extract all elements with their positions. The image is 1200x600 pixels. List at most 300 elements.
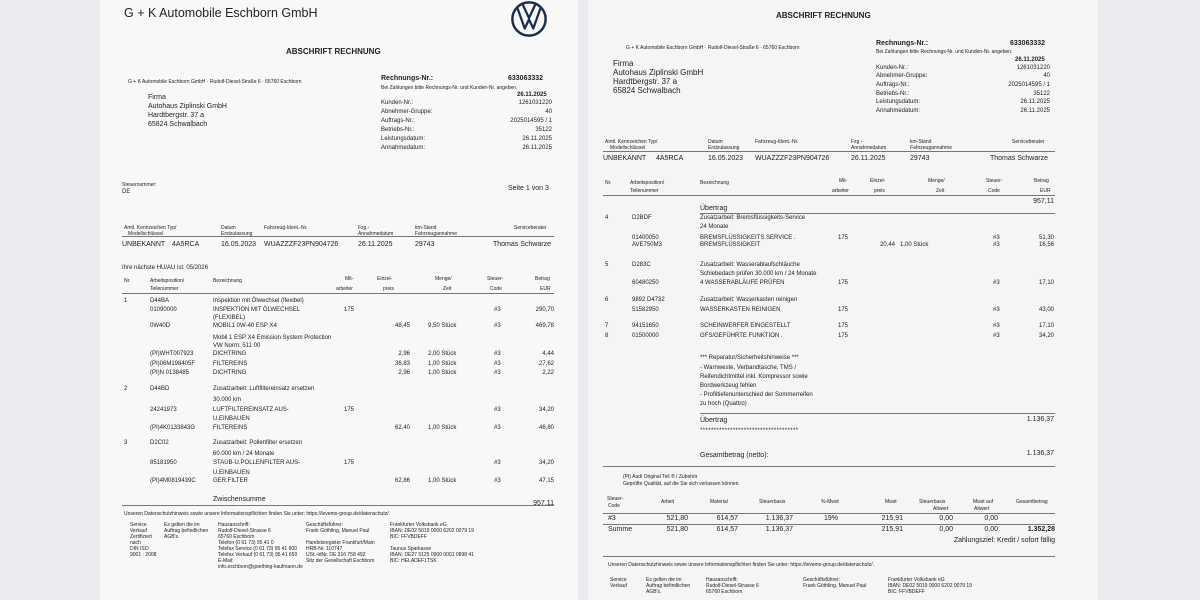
total-value: 1.136,37 — [1026, 450, 1054, 457]
items-header-label: Mit- — [839, 178, 848, 184]
row-description: Zusatzarbeit: Pollenfilter ersetzen — [213, 440, 303, 446]
subtotal-label: Zwischensumme — [213, 496, 266, 503]
items-header-label: Arbeitsposition/ — [630, 180, 665, 186]
row-nr: 7 — [605, 323, 609, 329]
vw-logo-icon — [510, 0, 548, 38]
carry-out-label: Übertrag — [700, 417, 728, 424]
row-nr: 1 — [124, 298, 128, 304]
items-header-label: Zeit — [443, 286, 452, 292]
row-part-no: (PI)N 0138485 — [150, 370, 190, 376]
items-header-label: Betrag — [535, 276, 550, 282]
footer-line: Handelsregister Frankfurt/Main — [306, 540, 375, 546]
row-amount: 34,20 — [538, 407, 554, 413]
footer-line: Auftrag befindlichen — [646, 583, 691, 589]
row-unit-price: 62,86 — [394, 478, 410, 484]
recipient-line: 65824 Schwalbach — [148, 121, 208, 128]
tax-header: Steuerbasis — [919, 499, 946, 505]
row-amount: 43,00 — [1038, 307, 1054, 313]
row-description: DICHTRING — [213, 351, 247, 357]
footer-line: Auftrag befindlichen — [164, 528, 209, 534]
items-header-label: Steuer- — [487, 276, 504, 282]
row-part-no: 01090000 — [150, 307, 177, 313]
row-amount: 290,70 — [535, 307, 554, 313]
row-amount: 27,62 — [538, 361, 554, 367]
items-header-label: Arbeitsposition/ — [150, 278, 185, 284]
row-nr: 4 — [605, 215, 609, 221]
footer-line: IBAN: DE02 5019 0000 6202 0079 19 — [888, 583, 972, 589]
row-description: Zusatzarbeit: Luftfiltereinsatz ersetzen — [213, 386, 315, 392]
row-description: U.EINBAUEN — [213, 416, 250, 422]
tax-cell: 614,57 — [716, 515, 738, 522]
hu-note: Ihre nächste HU/AU ist: 05/2026 — [122, 265, 209, 271]
footer-line: Geschäftsführer: — [803, 577, 840, 583]
footer-line: Frank Göthling, Manuel Paul — [803, 583, 867, 589]
vehicle-header-label: Fahrzeug-Ident.-Nr. — [264, 225, 308, 231]
row-worker: 175 — [838, 307, 849, 313]
items-header-label: EUR — [540, 286, 551, 292]
row-part-no: 01400050 — [632, 235, 659, 241]
tax-header: Steuerbasis — [759, 499, 786, 505]
grand-total: 1.352,28 — [1027, 526, 1055, 533]
row-part-no: D2BDF — [632, 215, 652, 221]
items-header-label: Menge/ — [928, 178, 945, 184]
info-label: Kunden-Nr.: — [381, 100, 414, 106]
recipient-line: Autohaus Ziplinski GmbH — [613, 68, 704, 77]
row-quantity: 1,00 Stück — [900, 242, 929, 248]
row-tax-code: #3 — [993, 235, 1000, 241]
row-tax-code: #3 — [494, 370, 501, 376]
vehicle-header-label: Serviceberater — [1012, 139, 1045, 145]
row-description: MOBIL1 0W-40 ESP X4 — [213, 323, 277, 329]
recipient-line: Hardtbergstr. 37 a — [148, 112, 205, 119]
footer-line: DIN ISO — [130, 546, 149, 552]
row-worker: 175 — [838, 235, 849, 241]
items-header-label: Teilenummer — [150, 286, 179, 292]
items-header-label: Zeit — [936, 188, 945, 194]
invoice-date: 26.11.2025 — [1015, 57, 1045, 63]
row-quantity: 9,50 Stück — [428, 323, 457, 329]
info-value: 1261031220 — [518, 100, 552, 106]
footer-line: BIC: HELADEF1TSK — [390, 558, 437, 564]
row-nr: 5 — [605, 262, 609, 268]
row-amount: 17,10 — [1038, 280, 1054, 286]
invoice-no-label: Rechnungs-Nr.: — [876, 40, 929, 47]
row-description: Zusatzarbeit: Wasserablaufschläuche — [700, 262, 800, 268]
footer-line: Telefax Service (0 61 73) 95 41 600 — [218, 546, 297, 552]
vehicle-vin: WUAZZZF23PN904726 — [755, 155, 830, 162]
row-tax-code: #3 — [494, 351, 501, 357]
tax-header: Altwert — [974, 506, 990, 512]
footer-line: Telefon (0 61 73) 95 41 0 — [218, 540, 274, 546]
pi-note: (PI) Audi Original Teil ® / Zubehör — [623, 474, 698, 480]
row-part-no: 94151650 — [632, 323, 659, 329]
recipient-line: 65824 Schwalbach — [613, 86, 681, 95]
payment-terms: Zahlungsziel: Kredit / sofort fällig — [953, 537, 1055, 544]
vehicle-advisor: Thomas Schwarze — [990, 155, 1048, 162]
row-quantity: 1,00 Stück — [428, 370, 457, 376]
info-value: 40 — [1043, 73, 1050, 79]
doc-title: ABSCHRIFT RECHNUNG — [776, 11, 871, 20]
vehicle-header-label: Modellschlüssel — [610, 145, 646, 151]
footer-line: 9001 : 2008 — [130, 552, 157, 558]
note-line: zu hoch (Quattro) — [700, 401, 747, 407]
info-value: 1261031220 — [1016, 65, 1050, 71]
tax-cell: 0,00 — [939, 515, 953, 522]
items-header-label: Nr. — [124, 278, 131, 284]
row-quantity: 1,00 Stück — [428, 478, 457, 484]
info-value: 26.11.2025 — [522, 145, 552, 151]
row-amount: 4,44 — [542, 351, 554, 357]
vehicle-header-label: Erstzulassung — [708, 145, 740, 151]
tax-cell: 0,00 — [939, 526, 953, 533]
row-unit-price: 2,96 — [398, 370, 410, 376]
row-worker: 175 — [344, 460, 355, 466]
tax-header: Steuer- — [607, 496, 624, 502]
row-unit-price: 36,83 — [394, 361, 410, 367]
footer-line: Verkauf — [130, 528, 147, 534]
vehicle-accept-date: 26.11.2025 — [851, 155, 886, 162]
row-nr: 2 — [124, 386, 128, 392]
info-label: Auftrags-Nr.: — [876, 82, 910, 88]
privacy-note: Unseren Datenschutzhinweis sowie unsere Informationspflichten finden Sie unter: https://levemo-group.de/datenschutz/. — [124, 511, 390, 517]
row-tax-code: #3 — [993, 323, 1000, 329]
tax-header: Code — [608, 503, 620, 509]
info-value: 26.11.2025 — [1020, 108, 1050, 114]
vehicle-model: 4A5RCA — [172, 241, 200, 248]
info-label: Betriebs-Nr.: — [381, 127, 415, 133]
items-header-label: Bezeichnung — [213, 278, 242, 284]
row-tax-code: #3 — [993, 307, 1000, 313]
footer-line: Telefax Verkauf (0 61 73) 95 41 650 — [218, 552, 298, 558]
info-label: Leistungsdatum: — [876, 99, 921, 105]
footer-line: Rudolf-Diesel-Strasse 6 — [218, 528, 271, 534]
row-amount: 47,15 — [538, 478, 554, 484]
row-part-no: D283C — [632, 262, 651, 268]
vehicle-first-reg: 16.05.2023 — [708, 155, 744, 162]
footer-line: Zertifiziert — [130, 534, 152, 540]
invoice-date: 26.11.2025 — [517, 92, 547, 98]
vehicle-advisor: Thomas Schwarze — [493, 241, 551, 248]
footer-line: Service — [610, 577, 627, 583]
note-line: *** Reparatur/Sicherheitshinweise *** — [700, 355, 799, 361]
footer-line: Frank Göthling, Manuel Paul — [306, 528, 370, 534]
vehicle-header-label: Fzg.- — [851, 139, 863, 145]
items-header-label: preis — [874, 188, 885, 194]
row-quantity: 2,00 Stück — [428, 351, 457, 357]
vehicle-plate: UNBEKANNT — [122, 241, 166, 248]
vehicle-model: 4A5RCA — [656, 155, 684, 162]
note-line: - Profiltiefenunterschied der Sommerreifen — [700, 392, 813, 398]
recipient-line: Autohaus Ziplinski GmbH — [148, 103, 227, 110]
row-part-no: 51582950 — [632, 307, 659, 313]
footer-line: Service — [130, 522, 147, 528]
items-header-label: Steuer- — [986, 178, 1003, 184]
tax-cell: 1.136,37 — [765, 515, 793, 522]
items-header-label: Einzel- — [870, 178, 886, 184]
footer-line: 65760 Eschborn — [706, 589, 743, 595]
tax-cell: 614,57 — [716, 526, 738, 533]
info-label: Kunden-Nr.: — [876, 65, 909, 71]
row-part-no: 24241973 — [150, 407, 177, 413]
row-description: 4 WASSERABLÄUFE PRÜFEN — [700, 280, 785, 286]
row-part-no: 01500000 — [632, 333, 659, 339]
tax-cell: 521,80 — [666, 515, 688, 522]
tax-cell: 0,00 — [984, 515, 998, 522]
footer-line: 65760 Eschborn — [218, 534, 255, 540]
row-description: U.EINBAUEN — [213, 470, 250, 476]
row-tax-code: #3 — [494, 323, 501, 329]
footer-line: nach — [130, 540, 141, 546]
row-nr: 3 — [124, 440, 128, 446]
footer-line: Geschäftsführer: — [306, 522, 343, 528]
footer-line: AGB's. — [164, 534, 180, 540]
items-header-label: Menge/ — [435, 276, 452, 282]
row-unit-price: 62,40 — [394, 425, 410, 431]
row-part-no: (PI)WHT007923 — [150, 351, 194, 357]
vehicle-header-label: Modellschlüssel — [128, 231, 164, 237]
row-part-no: D2C02 — [150, 440, 169, 446]
vehicle-km: 29743 — [910, 155, 930, 162]
vehicle-accept-date: 26.11.2025 — [358, 241, 393, 248]
row-description: DICHTRING — [213, 370, 247, 376]
footer-line: Frankfurter Volksbank eG — [888, 577, 945, 583]
row-quantity: 1,00 Stück — [428, 361, 457, 367]
tax-cell: 215,91 — [881, 515, 903, 522]
footer-line: Hausanschrift: — [706, 577, 738, 583]
row-worker: 175 — [344, 407, 355, 413]
row-unit-price: 2,96 — [398, 351, 410, 357]
vehicle-header-label: Erstzulassung — [221, 231, 253, 237]
sender-line: G + K Automobile Eschborn GmbH · Rudolf-Diesel-Straße 6 · 65760 Eschborn — [626, 45, 800, 51]
row-tax-code: #3 — [993, 333, 1000, 339]
row-amount: 34,20 — [1038, 333, 1054, 339]
items-header-label: EUR — [1040, 188, 1051, 194]
row-tax-code: #3 — [993, 280, 1000, 286]
vehicle-header-label: Amtl. Kennzeichen Typ/ — [605, 139, 658, 145]
row-tax-code: #3 — [494, 307, 501, 313]
row-quantity: 1,00 Stück — [428, 425, 457, 431]
row-part-no: 9892 D4732 — [632, 297, 665, 303]
row-tax-code: #3 — [494, 361, 501, 367]
tax-cell: 19% — [824, 515, 839, 522]
items-header-label: Einzel- — [377, 276, 393, 282]
row-description: (FLEXIBEL) — [213, 315, 246, 321]
footer-line: BIC: FFVBDEFF — [390, 534, 427, 540]
row-description: Inspektion mit Ölwechsel (flexibel) — [213, 298, 304, 304]
row-description: Mobil 1 ESP X4 Emission System Protection — [213, 335, 332, 341]
footer-line: USt.-IdNr. DE 316 758 492 — [306, 552, 366, 558]
page-number: Seite 1 von 3 — [508, 185, 549, 192]
row-description: VW Norm: 511 00 — [213, 343, 261, 349]
vehicle-header-label: km-Stand — [910, 139, 932, 145]
info-label: Annahmedatum: — [876, 108, 921, 114]
recipient-line: Hardtbergstr. 37 a — [613, 77, 678, 86]
row-tax-code: #3 — [494, 407, 501, 413]
company-name: G + K Automobile Eschborn GmbH — [124, 6, 318, 20]
row-tax-code: #3 — [494, 425, 501, 431]
tax-no-value: DE — [122, 189, 131, 195]
footer-line: AGB's. — [646, 589, 662, 595]
row-description: INSPEKTION MIT ÖLWECHSEL — [213, 307, 301, 313]
info-value: 26.11.2025 — [522, 136, 552, 142]
row-description: 30.000 km — [213, 397, 242, 403]
tax-cell: #3 — [608, 515, 616, 522]
row-amount: 46,80 — [538, 425, 554, 431]
tax-header: %-Mwst — [821, 499, 839, 505]
row-description: FILTEREINS — [213, 361, 248, 367]
carry-in-value: 957,11 — [1033, 198, 1054, 205]
row-amount: 34,20 — [538, 460, 554, 466]
tax-cell: 1.136,37 — [765, 526, 793, 533]
invoice-no-label: Rechnungs-Nr.: — [381, 75, 434, 82]
items-header-label: preis — [383, 286, 394, 292]
row-part-no: 85181950 — [150, 460, 177, 466]
vehicle-header-label: km-Stand — [415, 225, 437, 231]
info-value: 26.11.2025 — [1020, 99, 1050, 105]
row-tax-code: #3 — [993, 242, 1000, 248]
pi-note: Geprüfte Qualität, auf die Sie sich verlassen können. — [623, 481, 740, 487]
row-unit-price: 48,45 — [394, 323, 410, 329]
info-value: 2025014595 / 1 — [1008, 82, 1050, 88]
vehicle-plate: UNBEKANNT — [603, 155, 647, 162]
row-description: Zusatzarbeit: Wasserkasten reinigen — [700, 297, 798, 303]
row-amount: 2,22 — [542, 370, 554, 376]
items-header-label: Bezeichnung — [700, 180, 729, 186]
invoice-page-1 — [100, 0, 578, 600]
footer-line: HRB-Nr. 110747 — [306, 546, 343, 552]
info-value: 35122 — [535, 127, 552, 133]
tax-no-label: Steuernummer: — [122, 182, 157, 188]
footer-line: IBAN: DE27 5125 0000 0001 0898 41 — [390, 552, 474, 558]
invoice-no: 633063332 — [508, 75, 544, 82]
tax-cell: 215,91 — [881, 526, 903, 533]
total-label: Gesamtbetrag (netto): — [700, 452, 769, 459]
row-part-no: (PI)4K0133843G — [150, 425, 196, 431]
row-amount: 51,30 — [1038, 235, 1054, 241]
invoice-page-2 — [588, 0, 1098, 600]
row-worker: 175 — [838, 333, 849, 339]
row-description: FILTEREINS — [213, 425, 248, 431]
tax-header: Mwst auf — [973, 499, 994, 505]
payment-hint: Bei Zahlungen bitte Rechnungs-Nr. und Kunden-Nr. angeben. — [381, 85, 518, 91]
footer-line: IBAN: DE02 5019 0000 6202 0079 19 — [390, 528, 474, 534]
row-description: 24 Monate — [700, 224, 729, 230]
row-description: Zusatzarbeit: Bremsflüssigkeits-Service — [700, 215, 806, 221]
tax-header: Material — [710, 499, 728, 505]
sender-line: G + K Automobile Eschborn GmbH · Rudolf-Diesel-Straße 6 · 65760 Eschborn — [128, 79, 302, 85]
items-header-label: Nr. — [605, 180, 612, 186]
info-label: Auftrags-Nr.: — [381, 118, 415, 124]
tax-cell: 0,00 — [984, 526, 998, 533]
row-worker: 175 — [838, 323, 849, 329]
row-part-no: 0W40D — [150, 323, 171, 329]
row-description: 60.000 km / 24 Monate — [213, 451, 275, 457]
row-nr: 8 — [605, 333, 609, 339]
row-nr: 6 — [605, 297, 609, 303]
note-line: - Warnweste, Verbandtasche, TMS / — [700, 365, 797, 371]
row-description: BREMSFLÜSSIGKEITS SERVICE . — [700, 235, 796, 241]
vehicle-header-label: Fzg.- — [358, 225, 370, 231]
tax-header: Mwst — [885, 499, 897, 505]
row-description: GER.FILTER — [213, 478, 248, 484]
row-amount: 16,56 — [1038, 242, 1054, 248]
vehicle-header-label: Fahrzeug-Ident.-Nr. — [755, 139, 799, 145]
footer-line: Verkauf — [610, 583, 627, 589]
stars-line: ************************************ — [700, 428, 799, 434]
vehicle-first-reg: 16.05.2023 — [221, 241, 257, 248]
tax-header: Gesamtbetrag — [1016, 499, 1048, 505]
recipient-line: Firma — [613, 59, 634, 68]
vehicle-header-label: Serviceberater — [514, 225, 547, 231]
info-value: 40 — [545, 109, 552, 115]
vehicle-header-label: Fahrzeugannahme — [910, 145, 952, 151]
vehicle-header-label: Datum — [221, 225, 236, 231]
row-description: STAUB-U.POLLENFILTER AUS- — [213, 460, 301, 466]
info-label: Abnehmer-Gruppe: — [876, 73, 928, 79]
footer-line: Es gelten die im — [164, 522, 200, 528]
info-label: Leistungsdatum: — [381, 136, 426, 142]
items-header-label: Code — [490, 286, 502, 292]
info-label: Annahmedatum: — [381, 145, 426, 151]
vehicle-header-label: Fahrzeugannahme — [415, 231, 457, 237]
row-worker: 175 — [344, 307, 355, 313]
footer-line: BIC: FFVBDEFF — [888, 589, 925, 595]
items-header-label: Betrag — [1034, 178, 1049, 184]
vehicle-header-label: Datum — [708, 139, 723, 145]
items-header-label: arbeiter — [832, 188, 849, 194]
footer-line: Taunus Sparkasse — [390, 546, 432, 552]
note-line: Bordwerkzeug fehlen — [700, 383, 757, 389]
carry-in-label: Übertrag — [700, 205, 728, 212]
subtotal-value: 957,11 — [533, 500, 554, 507]
privacy-note: Unseren Datenschutzhinweis sowie unsere Informationspflichten finden Sie unter: https://levemo-group.de/datenschutz/. — [608, 562, 874, 568]
tax-cell: 521,80 — [666, 526, 688, 533]
footer-line: Rudolf-Diesel-Strasse 6 — [706, 583, 759, 589]
info-value: 35122 — [1033, 91, 1050, 97]
info-label: Abnehmer-Gruppe: — [381, 109, 433, 115]
row-description: SCHEINWERFER EINGESTELLT — [700, 323, 791, 329]
row-part-no: (PI)4M0819439C — [150, 478, 196, 484]
vehicle-header-label: Annahmedatum — [358, 231, 394, 237]
info-label: Betriebs-Nr.: — [876, 91, 910, 97]
tax-header: Altwert — [933, 506, 949, 512]
row-description: GFS/GEFÜHRTE FUNKTION . — [700, 333, 783, 339]
footer-line: info.eschborn@goething-kaufmann.de — [218, 564, 303, 570]
payment-hint: Bei Zahlungen bitte Rechnungs-Nr. und Kunden-Nr. angeben. — [876, 49, 1013, 55]
doc-title: ABSCHRIFT RECHNUNG — [286, 47, 381, 56]
row-description: WASSERKASTEN REINIGEN — [700, 307, 781, 313]
vehicle-vin: WUAZZZF23PN904726 — [264, 241, 339, 248]
note-line: Reifendichtmittel inkl. Kompressor sowie — [700, 374, 808, 380]
row-amount: 17,10 — [1038, 323, 1054, 329]
vehicle-km: 29743 — [415, 241, 435, 248]
vehicle-header-label: Annahmedatum — [851, 145, 887, 151]
tax-cell: Summe — [608, 526, 633, 533]
items-header-label: Teilenummer — [630, 188, 659, 194]
row-tax-code: #3 — [494, 460, 501, 466]
carry-out-value: 1.136,37 — [1026, 416, 1054, 423]
row-description: BREMSFLÜSSIGKEIT — [700, 242, 761, 248]
row-description: Schiebedach prüfen 30.000 km / 24 Monate — [700, 271, 817, 277]
row-part-no: (PI)06M198405F — [150, 361, 196, 367]
items-header-label: Mit- — [345, 276, 354, 282]
row-amount: 469,78 — [535, 323, 554, 329]
footer-line: E-Mail: — [218, 558, 234, 564]
row-part-no: AVE750M3 — [632, 242, 662, 248]
vehicle-header-label: Amtl. Kennzeichen Typ/ — [124, 225, 177, 231]
footer-line: Sitz der Gesellschaft Eschborn — [306, 558, 375, 564]
row-part-no: D44BA — [150, 298, 170, 304]
